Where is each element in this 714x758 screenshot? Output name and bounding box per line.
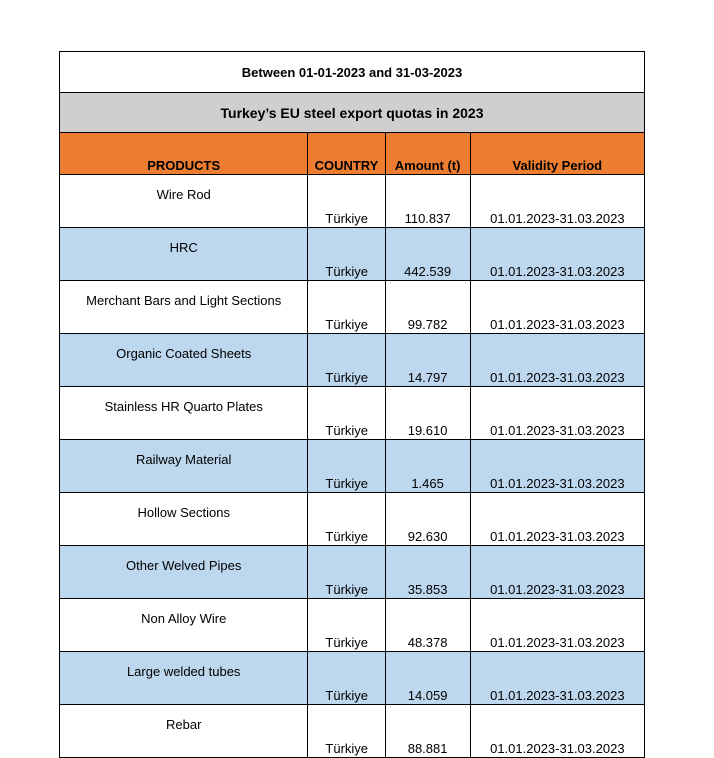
table-title: Turkey’s EU steel export quotas in 2023 xyxy=(60,93,645,133)
header-amount: Amount (t) xyxy=(385,133,470,175)
period-cell: 01.01.2023-31.03.2023 xyxy=(470,334,644,387)
period-cell: 01.01.2023-31.03.2023 xyxy=(470,546,644,599)
header-country: COUNTRY xyxy=(308,133,385,175)
period-cell: 01.01.2023-31.03.2023 xyxy=(470,652,644,705)
table-row xyxy=(60,493,645,546)
period-cell: 01.01.2023-31.03.2023 xyxy=(470,228,644,281)
table-row xyxy=(60,652,645,705)
header-products: PRODUCTS xyxy=(60,133,308,175)
country-cell: Türkiye xyxy=(308,599,385,652)
amount-cell: 99.782 xyxy=(385,281,470,334)
product-cell: Non Alloy Wire xyxy=(60,599,308,652)
country-cell: Türkiye xyxy=(308,228,385,281)
product-cell: Other Welved Pipes xyxy=(60,546,308,599)
period-cell: 01.01.2023-31.03.2023 xyxy=(470,387,644,440)
amount-cell: 35.853 xyxy=(385,546,470,599)
product-cell: Railway Material xyxy=(60,440,308,493)
table-title-row xyxy=(60,93,645,133)
table-row xyxy=(60,440,645,493)
table-row xyxy=(60,334,645,387)
country-cell: Türkiye xyxy=(308,440,385,493)
period-cell: 01.01.2023-31.03.2023 xyxy=(470,440,644,493)
country-cell: Türkiye xyxy=(308,387,385,440)
country-cell: Türkiye xyxy=(308,652,385,705)
country-cell: Türkiye xyxy=(308,175,385,228)
table-row xyxy=(60,546,645,599)
amount-cell: 14.059 xyxy=(385,652,470,705)
country-cell: Türkiye xyxy=(308,493,385,546)
table-row xyxy=(60,387,645,440)
country-cell: Türkiye xyxy=(308,281,385,334)
amount-cell: 110.837 xyxy=(385,175,470,228)
table-row xyxy=(60,228,645,281)
product-cell: Large welded tubes xyxy=(60,652,308,705)
table-row xyxy=(60,281,645,334)
period-cell: 01.01.2023-31.03.2023 xyxy=(470,705,644,758)
period-cell: 01.01.2023-31.03.2023 xyxy=(470,175,644,228)
header-validity-period: Validity Period xyxy=(470,133,644,175)
product-cell: Organic Coated Sheets xyxy=(60,334,308,387)
product-cell: Stainless HR Quarto Plates xyxy=(60,387,308,440)
table-row xyxy=(60,599,645,652)
table-row xyxy=(60,705,645,758)
product-cell: Wire Rod xyxy=(60,175,308,228)
table-row xyxy=(60,175,645,228)
product-cell: Hollow Sections xyxy=(60,493,308,546)
quota-table xyxy=(59,51,645,758)
amount-cell: 19.610 xyxy=(385,387,470,440)
period-cell: 01.01.2023-31.03.2023 xyxy=(470,281,644,334)
date-range-banner: Between 01-01-2023 and 31-03-2023 xyxy=(60,52,645,93)
period-cell: 01.01.2023-31.03.2023 xyxy=(470,599,644,652)
country-cell: Türkiye xyxy=(308,334,385,387)
product-cell: Rebar xyxy=(60,705,308,758)
amount-cell: 14.797 xyxy=(385,334,470,387)
amount-cell: 92.630 xyxy=(385,493,470,546)
date-range-banner-row xyxy=(60,52,645,93)
product-cell: Merchant Bars and Light Sections xyxy=(60,281,308,334)
header-row xyxy=(60,133,645,175)
country-cell: Türkiye xyxy=(308,546,385,599)
amount-cell: 48.378 xyxy=(385,599,470,652)
product-cell: HRC xyxy=(60,228,308,281)
amount-cell: 88.881 xyxy=(385,705,470,758)
amount-cell: 442.539 xyxy=(385,228,470,281)
amount-cell: 1.465 xyxy=(385,440,470,493)
country-cell: Türkiye xyxy=(308,705,385,758)
period-cell: 01.01.2023-31.03.2023 xyxy=(470,493,644,546)
